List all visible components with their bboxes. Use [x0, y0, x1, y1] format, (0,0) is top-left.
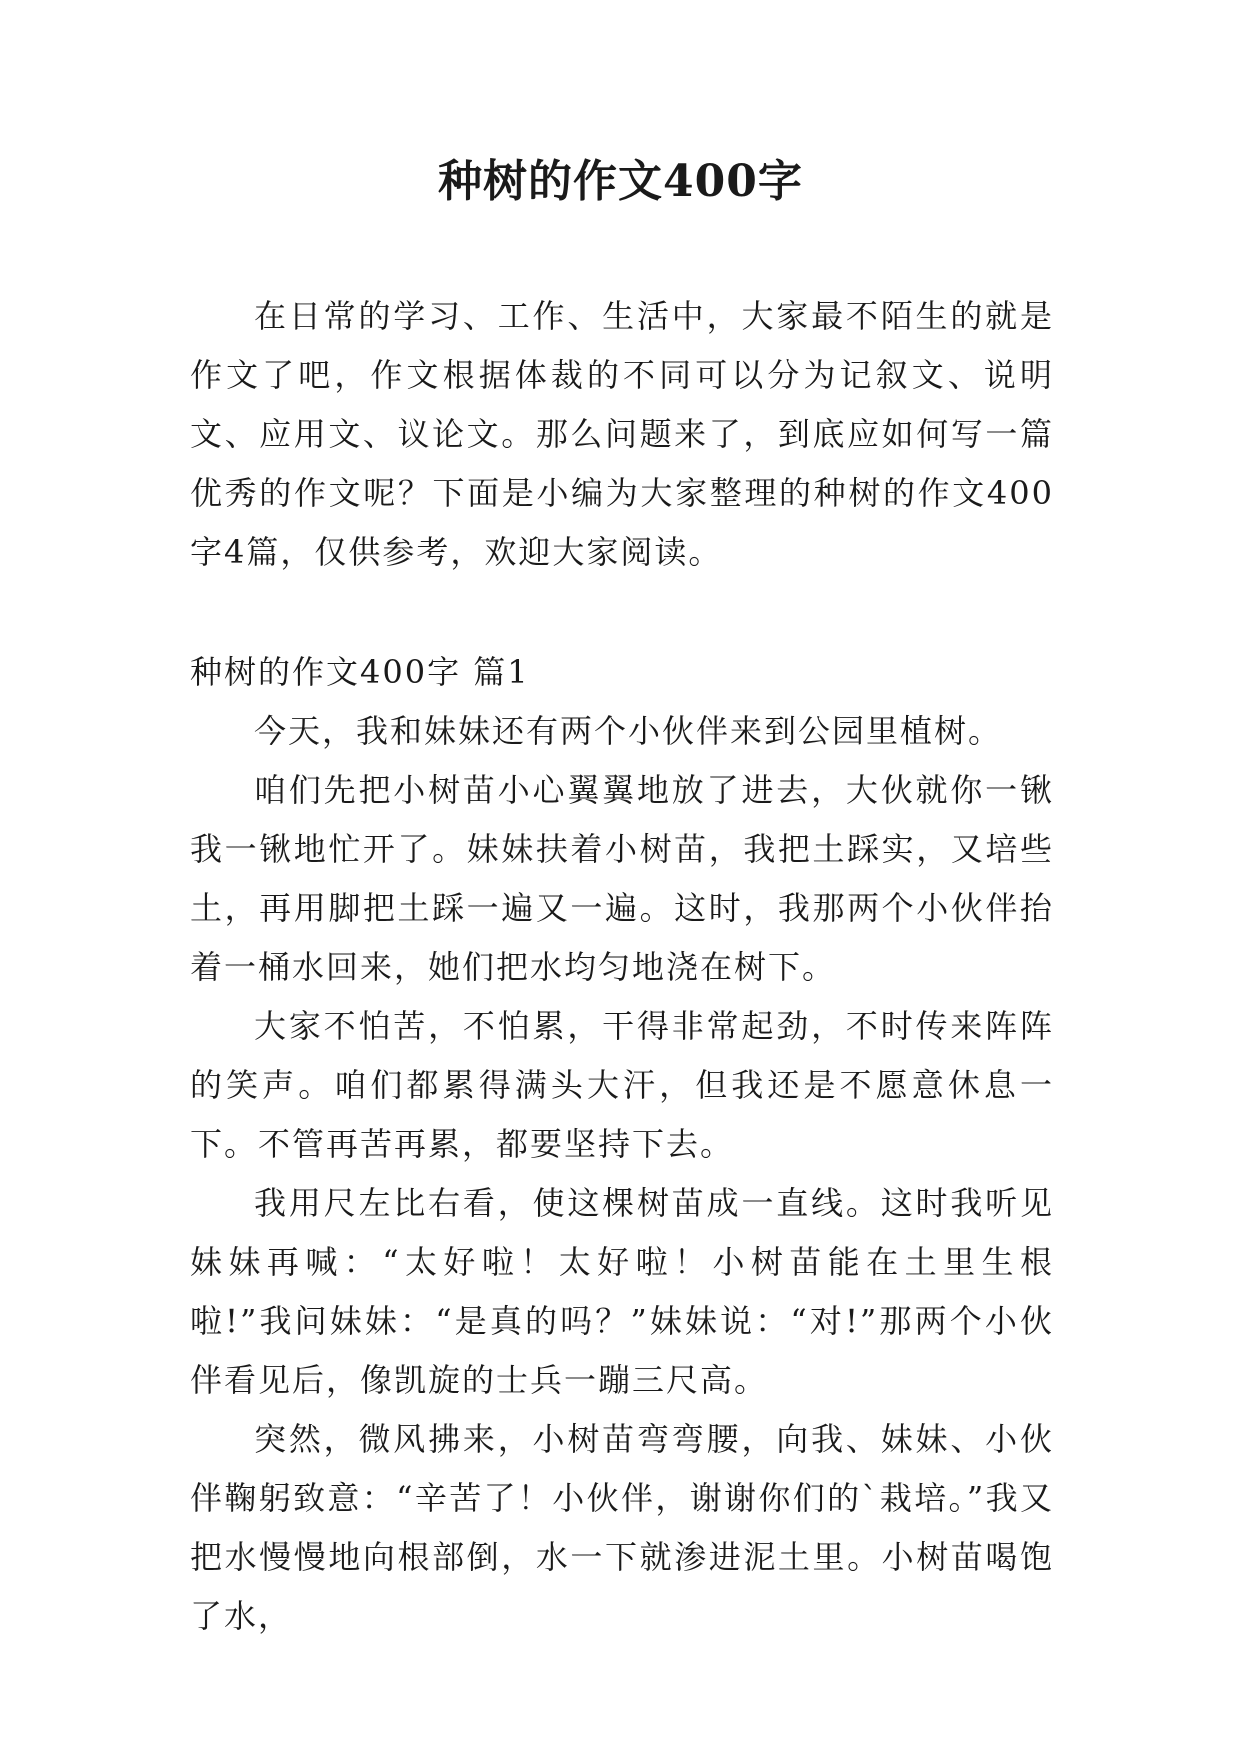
intro-text: 在日常的学习、工作、生活中，大家最不陌生的就是作文了吧，作文根据体裁的不同可以分为记叙文、说明文、应用文、议论文。那么问题来了，到底应如何写一篇优秀的作文呢？下面是小编为大家整理的种树的作文400字4篇，仅供参考，欢迎大家阅读。 — [190, 297, 1054, 571]
essay-section-1 — [190, 643, 1054, 1646]
section-paragraph-5: 突然，微风拂来，小树苗弯弯腰，向我、妹妹、小伙伴鞠躬致意：“辛苦了！小伙伴，谢谢你们的`栽培。”我又把水慢慢地向根部倒，水一下就渗进泥土里。小树苗喝饱了水， — [190, 1420, 1054, 1635]
section-paragraph-4: 我用尺左比右看，使这棵树苗成一直线。这时我听见妹妹再喊：“太好啦！太好啦！小树苗能在土里生根啦!”我问妹妹：“是真的吗？”妹妹说：“对!”那两个小伙伴看见后，像凯旋的士兵一蹦三尺高。 — [190, 1184, 1054, 1399]
section-paragraph-3: 大家不怕苦，不怕累，干得非常起劲，不时传来阵阵的笑声。咱们都累得满头大汗，但我还是不愿意休息一下。不管再苦再累，都要坚持下去。 — [190, 1007, 1054, 1163]
section-paragraph-2: 咱们先把小树苗小心翼翼地放了进去，大伙就你一锹我一锹地忙开了。妹妹扶着小树苗，我把土踩实，又培些土，再用脚把土踩一遍又一遍。这时，我那两个小伙伴抬着一桶水回来，她们把水均匀地浇在树下。 — [190, 771, 1054, 986]
intro-paragraph — [190, 287, 1054, 582]
section-paragraph-1: 今天，我和妹妹还有两个小伙伴来到公园里植树。 — [254, 712, 1003, 750]
document-title: 种树的作文400字 — [438, 156, 803, 207]
section-heading: 种树的作文400字 篇1 — [190, 653, 530, 691]
